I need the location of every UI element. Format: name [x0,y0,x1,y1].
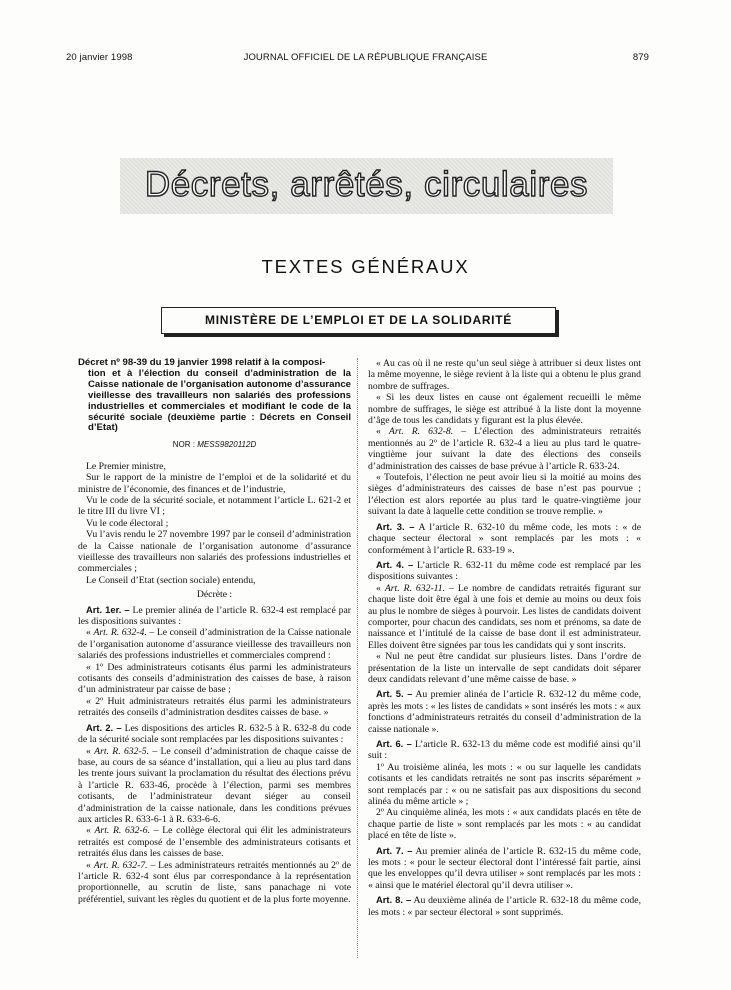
quoted-article [78,860,351,906]
header-date: 20 janvier 1998 [66,52,133,63]
quoted-article [78,746,351,826]
article-label: Art. 2. – [86,721,122,733]
quote-text: – Les administrateurs retraités mentionnés au 2º de l’article R. 632-4 sont élus par correspondance à la représentation proportionnelle, au scrutin de liste, sans panachage ni vote préférentiel, suivant les règles du quotient et de la plus forte moyenne. [78,859,351,905]
article-reference: Art. R. 632-7. [93,859,148,871]
quoted-article [78,825,351,859]
paragraph: Le Premier ministre, [86,460,166,472]
article-text: L’article R. 632-13 du même code est modifié ainsi qu’il suit : [368,739,642,762]
article-label: Art. 5. – [376,688,413,700]
article-reference: Art. R. 632-5. [94,745,149,757]
quote-open: « [376,426,389,438]
article-4 [368,559,641,583]
nor-reference [78,439,351,450]
article-5 [368,688,641,735]
paragraph: Vu le code de la sécurité sociale, et notamment l’article L. 621-2 et le titre III du livre VI ; [78,494,351,518]
decrete-line: Décrète : [196,589,233,601]
article-6 [368,738,641,762]
quote-text: – Le nombre de candidats retraités figurant sur chaque liste doit être égal à une fois et demie au moins ou deux fois au plus le nombre de sièges à pourvoir. Les listes de candidats doivent comporter, pour chacun des candidats, ses nom et prénoms, sa date de naissance et l’intitulé de la caisse de base dont il est administrateur. Elles doivent être signées par tous les candidats qui y sont inscrits. [368,582,641,651]
right-column [368,358,641,918]
quote-text: – Le collège électoral qui élit les administrateurs retraités est composé de l’ensemble des administrateurs cotisants et retraités élus dans les caisses de base. [78,825,351,860]
quote-open: « [86,859,94,871]
quoted-article [368,426,641,472]
section-title: TEXTES GÉNÉRAUX [261,256,470,277]
decree-title-first-line: Décret nº 98-39 du 19 janvier 1998 relatif à la composi- [78,357,326,368]
paragraph: « 2º Huit administrateurs retraités élus parmi les administrateurs retraités des conseils d’administration desdites caisses de base. » [78,695,351,719]
article-text: Au deuxième alinéa de l’article R. 632-18 du même code, les mots : « par secteur électoral » sont supprimés. [368,895,642,918]
article-label: Art. 7. – [376,844,413,856]
article-reference: Art. R. 632-4. [93,627,147,639]
article-label: Art. 4. – [376,558,414,570]
quoted-article [368,583,641,651]
ministry-heading: MINISTÈRE DE L’EMPLOI ET DE LA SOLIDARITÉ [161,307,556,334]
paragraph: 1º Au troisième alinéa, les mots : « ou sur laquelle les candidats cotisants et les candidats retraités ne sont pas inscrits séparément » sont remplacés par : « ou ne satisfait pas aux dispositions du second alinéa du même article » ; [368,761,641,808]
article-reference: Art. R. 632-8. [388,426,454,438]
article-3 [368,521,641,556]
paragraph: Vu l’avis rendu le 27 novembre 1997 par le conseil d’administration de la Caisse nationale de l’organisation autonome d’assurance vieillesse des travailleurs non salariés des professions industrielles et commerciales ; [78,529,351,575]
nor-label: NOR : [172,440,198,450]
article-reference: Art. R. 632-6. [94,825,151,837]
article-1 [78,604,351,628]
paragraph: 2º Au cinquième alinéa, les mots : « aux candidats placés en tête de chaque partie de liste » sont remplacés par les mots : « au candidat placé en tête de liste ». [368,807,641,842]
nor-value: MESS9820112D [197,440,257,450]
article-text: Au premier alinéa de l’article R. 632-15 du même code, les mots : « pour le secteur électoral dont l’intéressé fait partie, ainsi que les enveloppes qu’il devra utiliser » sont remplacés par les mots : « ainsi que le matériel électoral qu’il devra utiliser ». [368,845,641,891]
quote-text: – Le conseil d’administration de chaque caisse de base, au cours de sa séance d’installation, qui a lieu au plus tard dans les trente jours suivant la proclamation du résultat des élections prévu à l’article R. 633-46, procède à l’élection, parmi ses membres cotisants, de l’administrateur devant siéger au conseil d’administration de la caisse nationale, dans les conditions prévues aux articles R. 633-6-1 à R. 633-6-6. [78,745,351,825]
quoted-article [78,627,351,661]
article-7 [368,845,641,892]
paragraph: « 1º Des administrateurs cotisants élus parmi les administrateurs cotisants des conseils d’administration des caisses de base, à raison d’un administrateur par caisse de base ; [78,661,351,696]
article-text: Au premier alinéa de l’article R. 632-12 du même code, après les mots : « les listes de candidats » sont insérés les mots : « aux fonctions d’administrateurs retraités du conseil d’administration de la caisse nationale ». [368,689,641,735]
paragraph: « Si les deux listes en cause ont également recueilli le même nombre de suffrages, le siège est attribué à la liste dont la moyenne d’âge de tous les candidats y figurant est la plus élevée. [368,392,641,427]
article-text: Les dispositions des articles R. 632-5 à R. 632-8 du code de la sécurité sociale sont remplacées par les dispositions suivantes : [78,722,351,746]
quote-open: « [376,582,385,594]
left-column [78,358,351,905]
article-label: Art. 6. – [376,738,412,749]
header-page-number: 879 [632,52,649,63]
column-divider [357,358,358,958]
article-label: Art. 8. – [376,894,412,906]
article-text: A l’article R. 632-10 du même code, les mots : « de chaque secteur électoral » sont remplacés par les mots : « conformément à l’article R. 633-19 ». [368,521,642,556]
paragraph: Vu le code électoral ; [86,517,169,529]
article-label: Art. 3. – [376,520,415,532]
quote-text: – Le conseil d’administration de la Caisse nationale de l’organisation autonome d’assurance vieillesse des travailleurs non salariés des professions industrielles et commerciales comprend : [78,627,352,662]
article-2 [78,722,351,746]
paragraph: « Toutefois, l’élection ne peut avoir lieu si la moitié au moins des sièges d’administrateurs des caisses de base n’est pas pourvue ; l’élection est alors reportée au plus tard le quatre-vingtième jour suivant la date à laquelle cette condition se trouve remplie. » [368,472,641,518]
article-label: Art. 1er. – [86,603,130,615]
decree-title [78,358,351,434]
article-text: Le premier alinéa de l’article R. 632-4 est remplacé par les dispositions suivantes : [78,604,352,628]
quote-open: « [86,825,95,837]
article-8 [368,894,641,918]
article-reference: Art. R. 632-11. [384,582,446,594]
quote-open: « [86,745,95,757]
paragraph: « Nul ne peut être candidat sur plusieurs listes. Dans l’ordre de présentation de la liste un intervalle de sept candidats doit séparer deux candidats relevant d’une même caisse de base. » [368,651,641,685]
banner-title: Décrets, arrêtés, circulaires [144,165,589,204]
paragraph: Sur le rapport de la ministre de l’emploi et de la solidarité et du ministre de l’économie, des finances et de l’industrie, [78,472,351,495]
quote-text: – L’élection des administrateurs retraités mentionnés au 2º de l’article R. 632-4 a lieu au plus tard le quatre-vingtième jour suivant la date des élections des conseils d’administration des caisses de base prévue à l’article R. 633-24. [368,426,642,472]
paragraph: Le Conseil d’Etat (section sociale) entendu, [86,574,256,586]
article-text: L’article R. 632-11 du même code est remplacé par les dispositions suivantes : [368,559,641,583]
header-journal-title: JOURNAL OFFICIEL DE LA RÉPUBLIQUE FRANÇAISE [243,52,488,63]
paragraph: « Au cas où il ne reste qu’un seul siège à attribuer si deux listes ont la même moyenne, le siège revient à la liste qui a obtenu le plus grand nombre de suffrages. [368,358,641,392]
decree-title-rest: tion et à l’élection du conseil d’administration de la Caisse nationale de l’organisation autonome d’assurance vieillesse des travailleurs non salariés des professions industrielles et commerciales et modifiant le code de la sécurité sociale (deuxième partie : Décrets en Conseil d’Etat) [88,367,351,434]
quote-open: « [86,627,94,639]
